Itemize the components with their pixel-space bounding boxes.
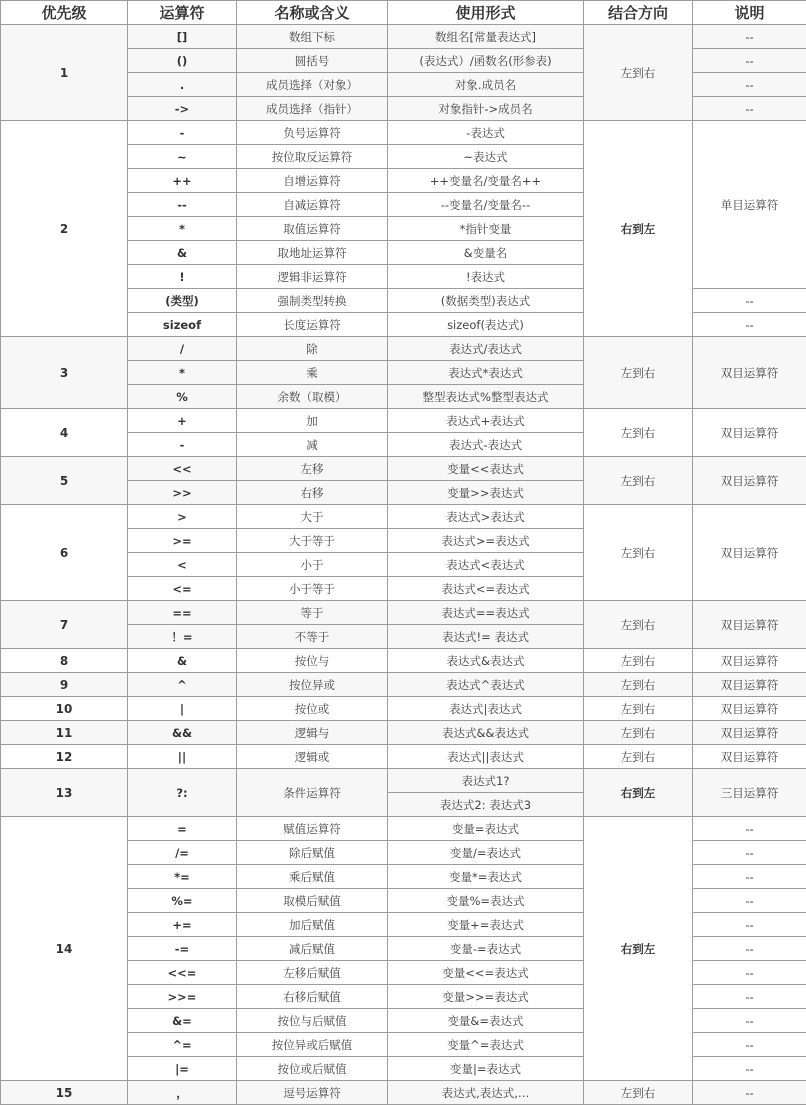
usage-form-cell: 表达式!= 表达式 (388, 625, 584, 649)
table-row (1, 673, 806, 697)
name-cell: 逗号运算符 (237, 1081, 388, 1105)
usage-form-cell: ++变量名/变量名++ (388, 169, 584, 193)
usage-form-cell: 变量>>=表达式 (388, 985, 584, 1009)
precedence-cell: 14 (1, 817, 128, 1081)
associativity-cell: 左到右 (584, 337, 693, 409)
header-usage-form: 使用形式 (388, 1, 584, 25)
table-row (1, 721, 806, 745)
name-cell: 自增运算符 (237, 169, 388, 193)
description-cell: -- (693, 889, 806, 913)
operator-cell: <= (128, 577, 237, 601)
operator-cell: ^= (128, 1033, 237, 1057)
usage-form-cell: 数组名[常量表达式] (388, 25, 584, 49)
usage-form-cell: 表达式,表达式,… (388, 1081, 584, 1105)
usage-form-cell: 变量&=表达式 (388, 1009, 584, 1033)
header-operator: 运算符 (128, 1, 237, 25)
name-cell: 取地址运算符 (237, 241, 388, 265)
name-cell: 余数（取模） (237, 385, 388, 409)
header-name: 名称或含义 (237, 1, 388, 25)
usage-form-cell: 表达式2: 表达式3 (388, 793, 584, 817)
operator-cell: | (128, 697, 237, 721)
header-associativity: 结合方向 (584, 1, 693, 25)
usage-form-cell: 变量/=表达式 (388, 841, 584, 865)
name-cell: 小于等于 (237, 577, 388, 601)
description-cell: 三目运算符 (693, 769, 806, 817)
name-cell: 数组下标 (237, 25, 388, 49)
associativity-cell: 左到右 (584, 25, 693, 121)
usage-form-cell: 变量|=表达式 (388, 1057, 584, 1081)
name-cell: 不等于 (237, 625, 388, 649)
operator-cell: /= (128, 841, 237, 865)
operator-cell: * (128, 361, 237, 385)
name-cell: 逻辑与 (237, 721, 388, 745)
usage-form-cell: 表达式<=表达式 (388, 577, 584, 601)
operator-cell: () (128, 49, 237, 73)
operator-cell: |= (128, 1057, 237, 1081)
header-description: 说明 (693, 1, 806, 25)
operator-cell: sizeof (128, 313, 237, 337)
associativity-cell: 左到右 (584, 409, 693, 457)
operator-cell: -- (128, 193, 237, 217)
operator-cell: &= (128, 1009, 237, 1033)
operator-cell: + (128, 409, 237, 433)
usage-form-cell: 表达式+表达式 (388, 409, 584, 433)
name-cell: 乘 (237, 361, 388, 385)
usage-form-cell: 变量%=表达式 (388, 889, 584, 913)
name-cell: 减 (237, 433, 388, 457)
precedence-cell: 13 (1, 769, 128, 817)
description-cell: -- (693, 1081, 806, 1105)
usage-form-cell: 表达式&表达式 (388, 649, 584, 673)
name-cell: 按位异或 (237, 673, 388, 697)
name-cell: 长度运算符 (237, 313, 388, 337)
operator-cell: < (128, 553, 237, 577)
associativity-cell: 左到右 (584, 721, 693, 745)
table-header (1, 1, 806, 25)
precedence-cell: 3 (1, 337, 128, 409)
name-cell: 强制类型转换 (237, 289, 388, 313)
description-cell: -- (693, 961, 806, 985)
operator-cell: - (128, 121, 237, 145)
operator-cell: & (128, 649, 237, 673)
operator-cell: > (128, 505, 237, 529)
usage-form-cell: 表达式==表达式 (388, 601, 584, 625)
associativity-cell: 左到右 (584, 505, 693, 601)
description-cell: -- (693, 49, 806, 73)
associativity-cell: 右到左 (584, 817, 693, 1081)
description-cell: -- (693, 1057, 806, 1081)
name-cell: 逻辑或 (237, 745, 388, 769)
operator-cell: & (128, 241, 237, 265)
description-cell: -- (693, 913, 806, 937)
usage-form-cell: 表达式/表达式 (388, 337, 584, 361)
operator-cell: >>= (128, 985, 237, 1009)
table-row (1, 25, 806, 49)
name-cell: 减后赋值 (237, 937, 388, 961)
usage-form-cell: 变量+=表达式 (388, 913, 584, 937)
description-cell: -- (693, 841, 806, 865)
operator-cell: ! (128, 265, 237, 289)
name-cell: 按位与后赋值 (237, 1009, 388, 1033)
associativity-cell: 左到右 (584, 745, 693, 769)
usage-form-cell: 表达式&&表达式 (388, 721, 584, 745)
header-row (1, 1, 806, 25)
description-cell: 双目运算符 (693, 457, 806, 505)
usage-form-cell: 整型表达式%整型表达式 (388, 385, 584, 409)
usage-form-cell: *指针变量 (388, 217, 584, 241)
operator-cell: ~ (128, 145, 237, 169)
operator-cell: ++ (128, 169, 237, 193)
usage-form-cell: 表达式>表达式 (388, 505, 584, 529)
table-row (1, 745, 806, 769)
description-cell: -- (693, 865, 806, 889)
associativity-cell: 右到左 (584, 121, 693, 337)
name-cell: 加 (237, 409, 388, 433)
usage-form-cell: 变量<<表达式 (388, 457, 584, 481)
description-cell: -- (693, 289, 806, 313)
name-cell: 按位或 (237, 697, 388, 721)
operator-cell: % (128, 385, 237, 409)
table-row (1, 769, 806, 793)
description-cell: -- (693, 1009, 806, 1033)
usage-form-cell: -表达式 (388, 121, 584, 145)
operator-cell: [] (128, 25, 237, 49)
usage-form-cell: ~表达式 (388, 145, 584, 169)
name-cell: 除后赋值 (237, 841, 388, 865)
usage-form-cell: 变量-=表达式 (388, 937, 584, 961)
usage-form-cell: 对象.成员名 (388, 73, 584, 97)
name-cell: 右移 (237, 481, 388, 505)
operator-cell: -> (128, 97, 237, 121)
description-cell: 单目运算符 (693, 121, 806, 289)
description-cell: -- (693, 73, 806, 97)
associativity-cell: 左到右 (584, 649, 693, 673)
operator-cell: ！= (128, 625, 237, 649)
description-cell: -- (693, 25, 806, 49)
precedence-cell: 2 (1, 121, 128, 337)
usage-form-cell: !表达式 (388, 265, 584, 289)
operator-cell: . (128, 73, 237, 97)
description-cell: -- (693, 313, 806, 337)
operator-cell: (类型) (128, 289, 237, 313)
operator-cell: ?: (128, 769, 237, 817)
usage-form-cell: 表达式1? (388, 769, 584, 793)
table-row (1, 457, 806, 481)
table-row (1, 505, 806, 529)
usage-form-cell: 变量=表达式 (388, 817, 584, 841)
table-row (1, 649, 806, 673)
operator-cell: += (128, 913, 237, 937)
operator-cell: *= (128, 865, 237, 889)
associativity-cell: 右到左 (584, 769, 693, 817)
usage-form-cell: 变量^=表达式 (388, 1033, 584, 1057)
usage-form-cell: (表达式）/函数名(形参表) (388, 49, 584, 73)
name-cell: 按位取反运算符 (237, 145, 388, 169)
precedence-cell: 11 (1, 721, 128, 745)
operator-cell: <<= (128, 961, 237, 985)
name-cell: 圆括号 (237, 49, 388, 73)
precedence-cell: 10 (1, 697, 128, 721)
usage-form-cell: 表达式*表达式 (388, 361, 584, 385)
precedence-cell: 1 (1, 25, 128, 121)
name-cell: 自减运算符 (237, 193, 388, 217)
name-cell: 等于 (237, 601, 388, 625)
operator-cell: == (128, 601, 237, 625)
description-cell: -- (693, 937, 806, 961)
precedence-cell: 4 (1, 409, 128, 457)
table-row (1, 121, 806, 145)
precedence-cell: 5 (1, 457, 128, 505)
name-cell: 取模后赋值 (237, 889, 388, 913)
precedence-cell: 7 (1, 601, 128, 649)
usage-form-cell: 表达式<表达式 (388, 553, 584, 577)
precedence-cell: 12 (1, 745, 128, 769)
name-cell: 除 (237, 337, 388, 361)
header-precedence: 优先级 (1, 1, 128, 25)
description-cell: 双目运算符 (693, 721, 806, 745)
usage-form-cell: 变量*=表达式 (388, 865, 584, 889)
operator-cell: / (128, 337, 237, 361)
table-row (1, 601, 806, 625)
name-cell: 成员选择（对象） (237, 73, 388, 97)
operator-cell: %= (128, 889, 237, 913)
description-cell: 双目运算符 (693, 409, 806, 457)
operator-cell: = (128, 817, 237, 841)
precedence-cell: 15 (1, 1081, 128, 1105)
operator-cell: || (128, 745, 237, 769)
usage-form-cell: 表达式>=表达式 (388, 529, 584, 553)
description-cell: 双目运算符 (693, 601, 806, 649)
usage-form-cell: 对象指针->成员名 (388, 97, 584, 121)
table-row (1, 1081, 806, 1105)
description-cell: 双目运算符 (693, 745, 806, 769)
description-cell: 双目运算符 (693, 337, 806, 409)
description-cell: -- (693, 817, 806, 841)
operator-cell: >= (128, 529, 237, 553)
name-cell: 大于 (237, 505, 388, 529)
operator-cell: - (128, 433, 237, 457)
operator-cell: ^ (128, 673, 237, 697)
name-cell: 按位异或后赋值 (237, 1033, 388, 1057)
operator-cell: * (128, 217, 237, 241)
description-cell: 双目运算符 (693, 673, 806, 697)
name-cell: 逻辑非运算符 (237, 265, 388, 289)
name-cell: 取值运算符 (237, 217, 388, 241)
name-cell: 左移后赋值 (237, 961, 388, 985)
table-row (1, 337, 806, 361)
name-cell: 加后赋值 (237, 913, 388, 937)
name-cell: 按位或后赋值 (237, 1057, 388, 1081)
associativity-cell: 左到右 (584, 601, 693, 649)
table-row (1, 409, 806, 433)
associativity-cell: 左到右 (584, 673, 693, 697)
description-cell: 双目运算符 (693, 649, 806, 673)
usage-form-cell: 表达式^表达式 (388, 673, 584, 697)
name-cell: 赋值运算符 (237, 817, 388, 841)
description-cell: -- (693, 97, 806, 121)
usage-form-cell: 表达式||表达式 (388, 745, 584, 769)
operator-cell: && (128, 721, 237, 745)
associativity-cell: 左到右 (584, 697, 693, 721)
table-body (1, 25, 806, 1105)
precedence-cell: 9 (1, 673, 128, 697)
usage-form-cell: 变量<<=表达式 (388, 961, 584, 985)
usage-form-cell: sizeof(表达式) (388, 313, 584, 337)
associativity-cell: 左到右 (584, 457, 693, 505)
usage-form-cell: --变量名/变量名-- (388, 193, 584, 217)
description-cell: -- (693, 985, 806, 1009)
usage-form-cell: (数据类型)表达式 (388, 289, 584, 313)
operator-cell: >> (128, 481, 237, 505)
usage-form-cell: 表达式|表达式 (388, 697, 584, 721)
operator-cell: << (128, 457, 237, 481)
name-cell: 小于 (237, 553, 388, 577)
name-cell: 按位与 (237, 649, 388, 673)
description-cell: -- (693, 1033, 806, 1057)
name-cell: 乘后赋值 (237, 865, 388, 889)
operator-cell: -= (128, 937, 237, 961)
precedence-cell: 8 (1, 649, 128, 673)
name-cell: 左移 (237, 457, 388, 481)
name-cell: 负号运算符 (237, 121, 388, 145)
description-cell: 双目运算符 (693, 697, 806, 721)
table-row (1, 817, 806, 841)
name-cell: 右移后赋值 (237, 985, 388, 1009)
usage-form-cell: &变量名 (388, 241, 584, 265)
table-row (1, 697, 806, 721)
name-cell: 大于等于 (237, 529, 388, 553)
description-cell: 双目运算符 (693, 505, 806, 601)
associativity-cell: 左到右 (584, 1081, 693, 1105)
precedence-cell: 6 (1, 505, 128, 601)
usage-form-cell: 表达式-表达式 (388, 433, 584, 457)
name-cell: 条件运算符 (237, 769, 388, 817)
usage-form-cell: 变量>>表达式 (388, 481, 584, 505)
operator-cell: ， (128, 1081, 237, 1105)
name-cell: 成员选择（指针） (237, 97, 388, 121)
